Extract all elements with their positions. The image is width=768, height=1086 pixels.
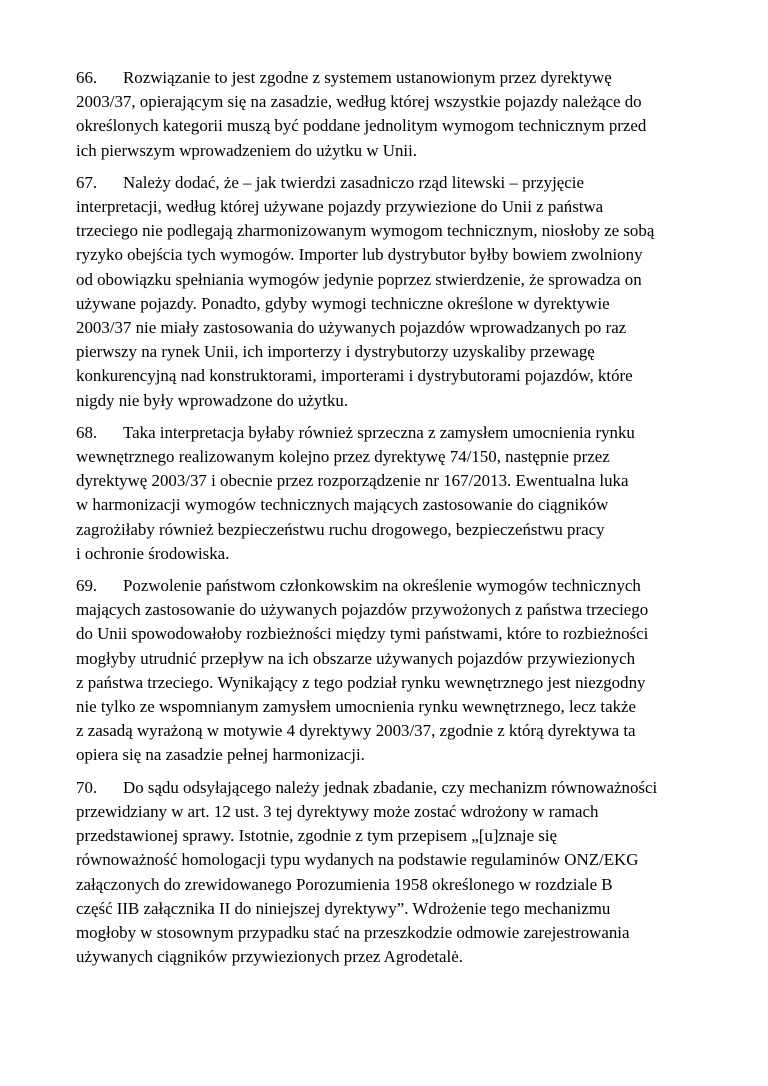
paragraph-line: załączonych do zrewidowanego Porozumienia 1958 określonego w rozdziale B <box>76 874 613 894</box>
paragraph-line: mogłyby utrudnić przepływ na ich obszarze używanych pojazdów przywiezionych <box>76 648 636 668</box>
paragraph-line: ich pierwszym wprowadzeniem do użytku w Unii. <box>76 140 418 160</box>
paragraph-line: trzeciego nie podlegają zharmonizowanym wymogom technicznym, niosłoby ze sobą <box>76 221 655 241</box>
paragraph-68 <box>76 421 716 566</box>
document-page <box>76 66 716 977</box>
paragraph-line: dyrektywę 2003/37 i obecnie przez rozporządzenie nr 167/2013. Ewentualna luka <box>76 471 629 491</box>
paragraph-line: Rozwiązanie to jest zgodne z systemem ustanowionym przez dyrektywę <box>123 68 612 87</box>
paragraph-line: Pozwolenie państwom członkowskim na określenie wymogów technicznych <box>123 576 641 596</box>
paragraph-line: przedstawionej sprawy. Istotnie, zgodnie z tym przepisem „[u]znaje się <box>76 826 558 846</box>
paragraph-69 <box>76 574 716 768</box>
paragraph-number: 70. <box>76 777 98 797</box>
paragraph-line: mających zastosowanie do używanych pojazdów przywożonych z państwa trzeciego <box>76 600 649 620</box>
paragraph-line: z zasadą wyrażoną w motywie 4 dyrektywy 2003/37, zgodnie z którą dyrektywa ta <box>76 721 636 741</box>
paragraph-line: mogłoby w stosownym przypadku stać na przeszkodzie odmowie zarejestrowania <box>76 922 630 942</box>
paragraph-line: 2003/37 nie miały zastosowania do używanych pojazdów wprowadzanych po raz <box>76 318 627 338</box>
paragraph-line: do Unii spowodowałoby rozbieżności między tymi państwami, które to rozbieżności <box>76 624 649 644</box>
paragraph-line: pierwszy na rynek Unii, ich importerzy i dystrybutorzy uzyskaliby przewagę <box>76 342 595 362</box>
paragraph-line: Taka interpretacja byłaby również sprzeczna z zamysłem umocnienia rynku <box>123 422 635 442</box>
paragraph-line: i ochronie środowiska. <box>76 543 230 563</box>
paragraph-67 <box>76 171 716 413</box>
paragraph-line: Do sądu odsyłającego należy jednak zbadanie, czy mechanizm równoważności <box>123 777 658 797</box>
paragraph-line: określonych kategorii muszą być poddane jednolitym wymogom technicznym przed <box>76 116 647 136</box>
paragraph-line: wewnętrznego realizowanym kolejno przez dyrektywę 74/150, następnie przez <box>76 447 610 467</box>
paragraph-line: równoważność homologacji typu wydanych na podstawie regulaminów ONZ/EKG <box>76 850 639 870</box>
paragraph-number: 67. <box>76 172 98 192</box>
paragraph-line: ryzyko obejścia tych wymogów. Importer lub dystrybutor byłby bowiem zwolniony <box>76 245 643 265</box>
paragraph-line: część IIB załącznika II do niniejszej dyrektywy”. Wdrożenie tego mechanizmu <box>76 898 611 918</box>
paragraph-line: interpretacji, według której używane pojazdy przywiezione do Unii z państwa <box>76 197 604 217</box>
paragraph-line: nie tylko ze wspomnianym zamysłem umocnienia rynku wewnętrznego, lecz także <box>76 697 637 717</box>
paragraph-number: 66. <box>76 68 98 87</box>
paragraph-line: przewidziany w art. 12 ust. 3 tej dyrektywy może zostać wdrożony w ramach <box>76 801 599 821</box>
paragraph-line: w harmonizacji wymogów technicznych mających zastosowanie do ciągników <box>76 495 609 515</box>
paragraph-line: używane pojazdy. Ponadto, gdyby wymogi techniczne określone w dyrektywie <box>76 293 610 313</box>
paragraph-line: 2003/37, opierającym się na zasadzie, według której wszystkie pojazdy należące do <box>76 92 642 112</box>
paragraph-line: Należy dodać, że – jak twierdzi zasadniczo rząd litewski – przyjęcie <box>123 172 584 192</box>
paragraph-line: nigdy nie były wprowadzone do użytku. <box>76 390 349 410</box>
paragraph-70 <box>76 776 716 970</box>
paragraph-line: konkurencyjną nad konstruktorami, importerami i dystrybutorami pojazdów, które <box>76 366 633 386</box>
paragraph-line: z państwa trzeciego. Wynikający z tego podział rynku wewnętrznego jest niezgodny <box>76 672 646 692</box>
paragraph-line: używanych ciągników przywiezionych przez Agrodetalė. <box>76 947 463 967</box>
paragraph-number: 69. <box>76 576 98 596</box>
paragraph-line: opiera się na zasadzie pełnej harmonizacji. <box>76 745 365 765</box>
paragraph-line: zagrożiłaby również bezpieczeństwu ruchu drogowego, bezpieczeństwu pracy <box>76 519 605 539</box>
paragraph-66 <box>76 66 716 163</box>
paragraph-number: 68. <box>76 422 98 442</box>
paragraph-line: od obowiązku spełniania wymogów jedynie poprzez stwierdzenie, że sprowadza on <box>76 269 642 289</box>
